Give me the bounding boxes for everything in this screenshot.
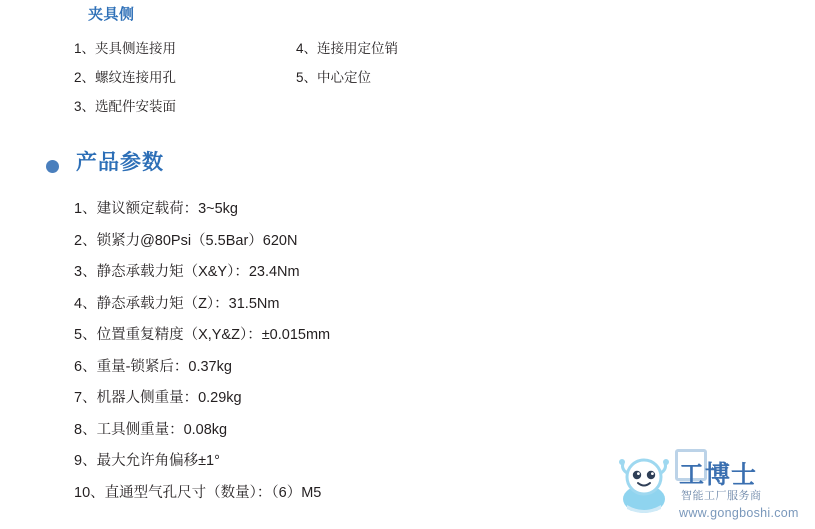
list-item: 3、选配件安装面 [74,99,177,114]
list-item: 2、螺纹连接用孔 [74,70,177,85]
list-item: 2、锁紧力@80Psi（5.5Bar）620N [74,232,298,249]
fixture-list-right-column [296,34,556,92]
list-item: 5、位置重复精度（X,Y&Z）：±0.015mm [74,327,331,343]
list-item: 10、直通型气孔尺寸（数量）：（6）M5 [74,484,322,501]
list-item: 7、机器人侧重量：0.29kg [74,390,242,406]
list-item: 9、最大允许角偏移±1° [74,453,220,469]
brand-url: www.gongboshi.com [679,506,799,520]
list-item: 5、中心定位 [296,70,372,85]
list-item: 4、连接用定位销 [296,41,399,56]
bullet-dot-icon [46,160,59,173]
watermark-logo [607,447,807,525]
list-item: 8、工具侧重量：0.08kg [74,421,228,438]
list-item: 3、静态承载力矩（X&Y）：23.4Nm [74,264,300,280]
brand-name: 工博士 [679,461,758,489]
fixture-list-left-column [74,34,304,121]
fixture-side-heading: 夹具侧 [88,6,135,23]
mascot-icon [613,453,675,513]
list-item: 1、建议额定载荷：3~5kg [74,201,238,217]
brand-tagline: 智能工厂服务商 [681,490,762,502]
product-parameters-heading: 产品参数 [76,151,164,174]
list-item: 1、夹具侧连接用 [74,41,177,56]
list-item: 6、重量-锁紧后：0.37kg [74,358,232,375]
list-item: 4、静态承载力矩（Z）：31.5Nm [74,295,280,312]
